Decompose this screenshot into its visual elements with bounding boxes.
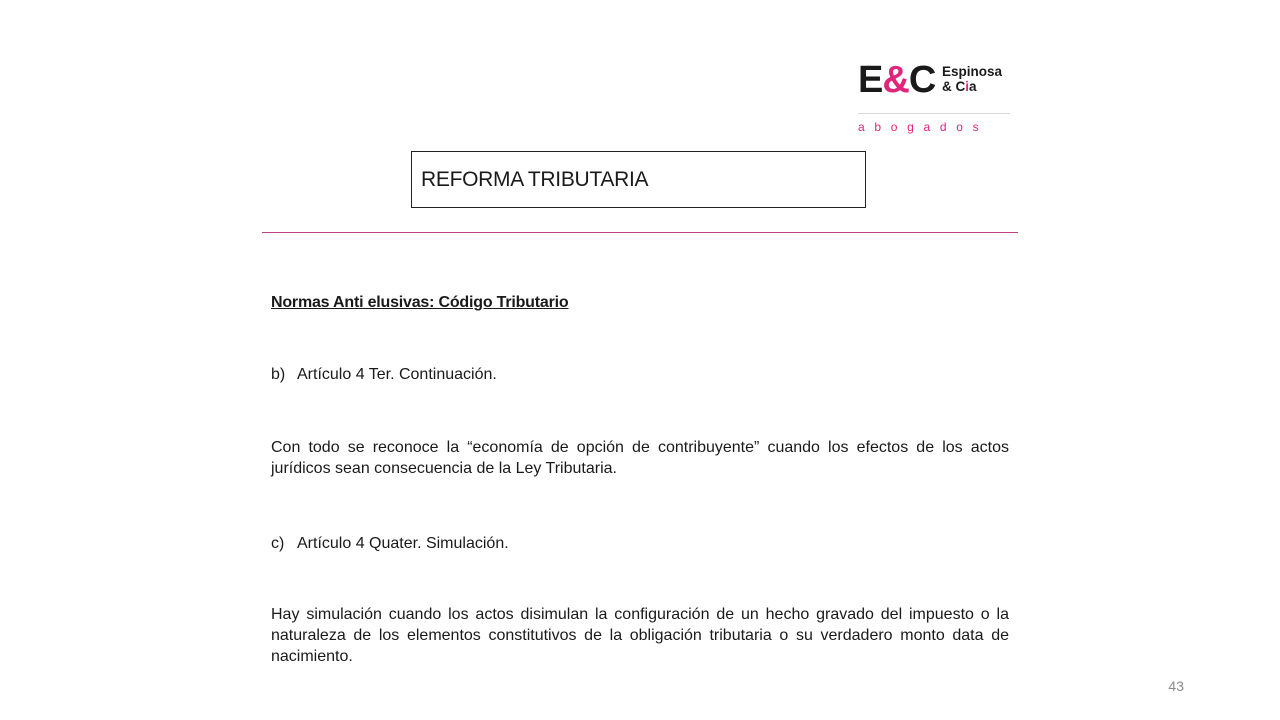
paragraph-simulacion: Hay simulación cuando los actos disimulan la configuración de un hecho gravado del impuesto o la naturaleza de los elementos constitutivos de la obligación tributaria o su verdadero monto data de nacimiento. [271, 606, 1009, 665]
list-item-c [271, 533, 1009, 554]
list-item-text: Artículo 4 Ter. Continuación. [297, 366, 497, 383]
section-heading: Normas Anti elusivas: Código Tributario [271, 294, 569, 311]
page-number: 43 [1168, 678, 1184, 694]
logo-subtitle: abogados [858, 120, 989, 134]
title-divider [262, 232, 1018, 233]
logo-mark: E&C [858, 59, 936, 101]
list-item-text: Artículo 4 Quater. Simulación. [297, 535, 509, 552]
logo-rule [858, 113, 1010, 114]
list-item-letter: c) [271, 535, 285, 552]
logo-firm-name: Espinosa & Cia [942, 64, 1003, 94]
list-item-b [271, 364, 1009, 385]
company-logo [858, 60, 1010, 135]
slide-title: REFORMA TRIBUTARIA [421, 167, 649, 191]
title-box [411, 151, 866, 208]
paragraph-economia-opcion: Con todo se reconoce la “economía de opción de contribuyente” cuando los efectos de los actos jurídicos sean consecuencia de la Ley Tributaria. [271, 439, 1009, 477]
list-item-letter: b) [271, 366, 286, 383]
